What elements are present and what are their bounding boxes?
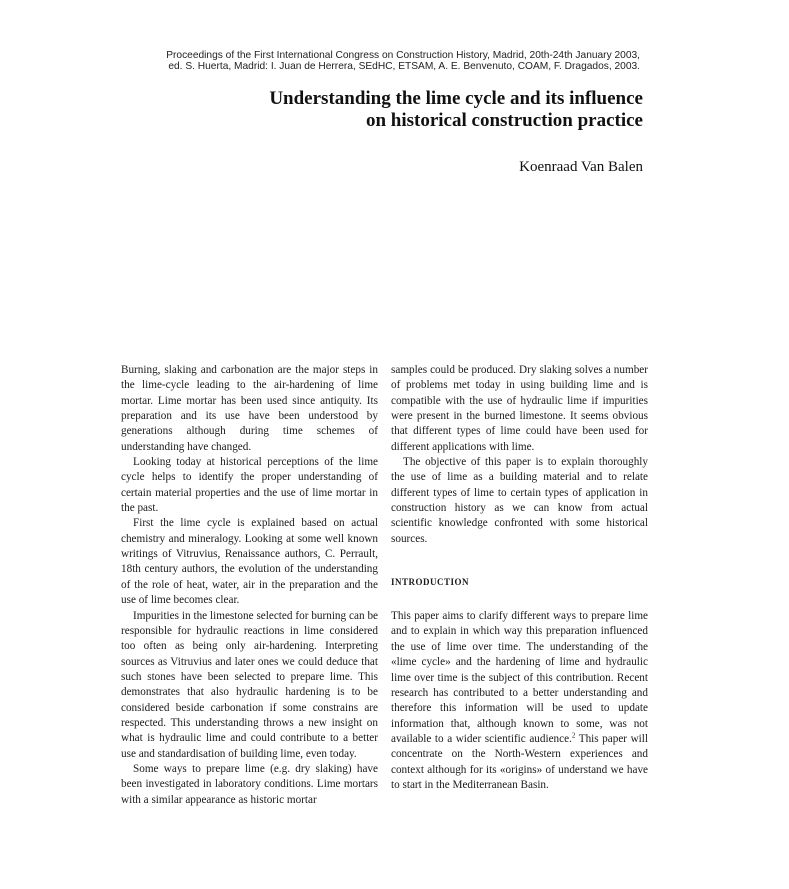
abstract-paragraph: Impurities in the limestone selected for burning can be responsible for hydraulic reactions in lime considered too often as being only air-hardening. Interpreting sources as Vitruvius and later ones we could deduce that such stones have been selected to prepare lime. This demonstrates that also hydraulic hardening is to be considered beside carbonation if some constrains are respected. This understanding throws a new insight on what is hydraulic lime and could contribute to a better use and standardisation of building lime, even today. (121, 609, 378, 760)
right-column (391, 363, 648, 793)
header-line-2: ed. S. Huerta, Madrid: I. Juan de Herrera, SEdHC, ETSAM, A. E. Benvenuto, COAM, F. Dragados, 2003. (168, 61, 640, 72)
author-name: Koenraad Van Balen (519, 159, 643, 175)
abstract-paragraph: Looking today at historical perceptions of the lime cycle helps to identify the proper understanding of certain material properties and the use of lime mortar in the past. (121, 456, 378, 515)
abstract-paragraph: The objective of this paper is to explain thoroughly the use of lime as a building material and to relate different types of lime to certain types of application in construction history as we can know from actual scientific knowledge confronted with some historical sources. (391, 456, 648, 545)
title-line-1: Understanding the lime cycle and its influence (269, 88, 643, 109)
introduction-text-part-2: This paper will concentrate on the North-Western experiences and context although for its «origins» of understand we have to start in the Mediterranean Basin. (391, 732, 648, 791)
introduction-paragraph (391, 609, 648, 793)
section-heading-introduction: INTRODUCTION (391, 577, 470, 588)
abstract-paragraph: Burning, slaking and carbonation are the major steps in the lime-cycle leading to the air-hardening of lime mortar. Lime mortar has been used since antiquity. Its preparation and its use have been understood by generations although during time schemes of understanding have changed. (121, 364, 378, 453)
proceedings-header (120, 50, 640, 72)
header-line-1: Proceedings of the First International Congress on Construction History, Madrid, 20th-24th January 2003, (166, 50, 640, 61)
abstract-paragraph: First the lime cycle is explained based on actual chemistry and mineralogy. Looking at some well known writings of Vitruvius, Renaissance authors, C. Perrault, 18th century authors, the evolution of the understanding of the role of heat, water, air in the preparation and the use of lime becomes clear. (121, 517, 378, 607)
title-line-2: on historical construction practice (365, 110, 643, 131)
abstract-paragraph: Some ways to prepare lime (e.g. dry slaking) have been investigated in laboratory conditions. Lime mortars with a similar appearance as historic mortar (121, 762, 378, 806)
footnote-reference[interactable]: 2 (571, 731, 576, 740)
paper-title (200, 88, 643, 132)
abstract-left-column (121, 363, 378, 808)
introduction-text-part-1: This paper aims to clarify different ways to prepare lime and to explain in which way this preparation influenced the use of lime over time. The understanding of the «lime cycle» and the hardening of lime and hydraulic lime over time is the subject of this contribution. Recent research has contributed to a better understanding and therefore this information will be used to update information that, although known to some, was not available to a wider scientific audience. (391, 610, 648, 745)
abstract-paragraph: samples could be produced. Dry slaking solves a number of problems met today in using building lime and is compatible with the use of hydraulic lime if impurities were present in the burned limestone. It seems obvious that different types of lime could have been used for different applications with lime. (391, 364, 648, 453)
